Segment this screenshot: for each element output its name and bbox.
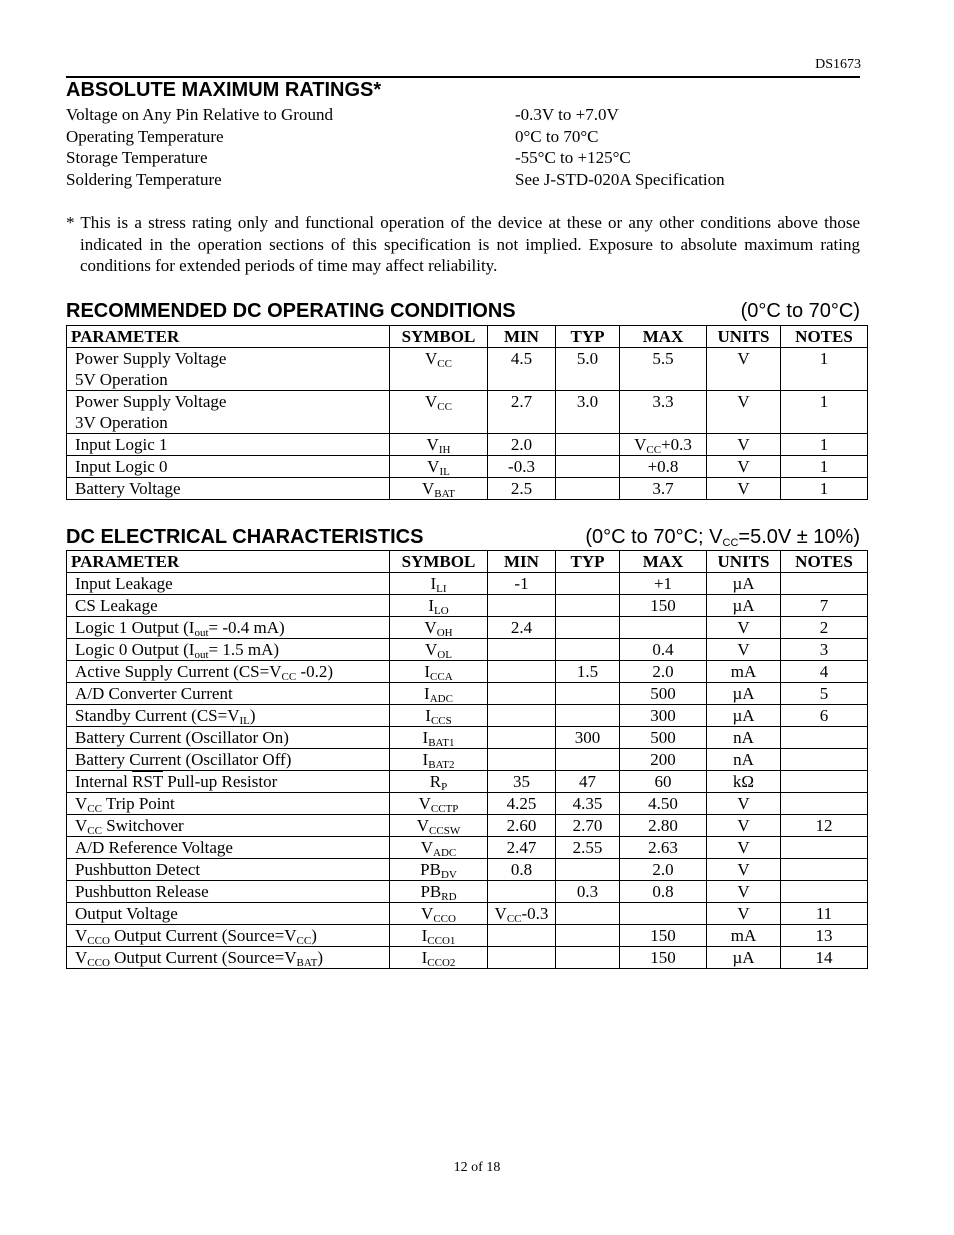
max-cell: 2.0 <box>620 859 707 881</box>
notes-cell <box>781 837 868 859</box>
table-header-row <box>67 326 868 348</box>
table-row <box>67 617 868 639</box>
symbol-cell: $V_{CCSW}$ <box>390 815 488 837</box>
table-row <box>67 434 868 456</box>
notes-cell: 1 <box>781 456 868 478</box>
table-header-row <box>67 551 868 573</box>
units-cell: V <box>707 639 781 661</box>
notes-cell: 13 <box>781 925 868 947</box>
rec-dc-title-text: RECOMMENDED DC OPERATING CONDITIONS <box>66 300 516 322</box>
rating-label: Voltage on Any Pin Relative to Ground <box>66 105 333 124</box>
max-cell: 150 <box>620 925 707 947</box>
min-cell: -1 <box>488 573 556 595</box>
units-cell: µA <box>707 705 781 727</box>
notes-cell: 12 <box>781 815 868 837</box>
min-cell: 2.5 <box>488 478 556 500</box>
units-cell: V <box>707 348 781 391</box>
units-cell: µA <box>707 573 781 595</box>
param-cell: Input Logic 1 <box>67 434 390 456</box>
max-cell: 150 <box>620 947 707 969</box>
max-cell <box>620 903 707 925</box>
param-cell: Battery Voltage <box>67 478 390 500</box>
param-cell: Pushbutton Release <box>67 881 390 903</box>
abs-max-title <box>66 76 860 102</box>
min-cell: 4.25 <box>488 793 556 815</box>
symbol-cell: $V_{OL}$ <box>390 639 488 661</box>
dc-elec-table <box>66 550 868 969</box>
rating-label: Storage Temperature <box>66 148 208 167</box>
rating-value: -0.3V to +7.0V <box>515 105 619 124</box>
notes-cell <box>781 859 868 881</box>
abs-max-title-text: ABSOLUTE MAXIMUM RATINGS* <box>66 79 382 101</box>
table-row <box>67 391 868 434</box>
typ-cell <box>556 595 620 617</box>
units-cell: V <box>707 391 781 434</box>
table-row <box>67 661 868 683</box>
table-row <box>67 456 868 478</box>
max-cell: 60 <box>620 771 707 793</box>
symbol-cell: $I_{ADC}$ <box>390 683 488 705</box>
symbol-cell: $V_{BAT}$ <box>390 478 488 500</box>
units-cell: V <box>707 881 781 903</box>
min-cell: 2.60 <box>488 815 556 837</box>
footnote-text: * This is a stress rating only and functional operation of the device at these or any other conditions above those indicated in the operation sections of this specification is not implied. Exposure to absolute maximum rating conditions for extended periods of time may affect reliability. <box>66 213 860 275</box>
max-cell: 2.0 <box>620 661 707 683</box>
min-cell: 0.8 <box>488 859 556 881</box>
dc-elec-condition: (0°C to 70°C; $V_{CC}=5.0V \pm 10\%$) <box>585 526 860 549</box>
notes-cell: 14 <box>781 947 868 969</box>
symbol-cell: $V_{ADC}$ <box>390 837 488 859</box>
typ-cell <box>556 903 620 925</box>
dc-elec-title-text: DC ELECTRICAL CHARACTERISTICS <box>66 526 424 548</box>
param-cell: Input Leakage <box>67 573 390 595</box>
col-header-notes: NOTES <box>781 326 868 348</box>
max-cell: 300 <box>620 705 707 727</box>
max-cell: +1 <box>620 573 707 595</box>
notes-cell: 3 <box>781 639 868 661</box>
notes-cell: 1 <box>781 391 868 434</box>
typ-cell <box>556 749 620 771</box>
symbol-cell: $V_{CC}$ <box>390 348 488 391</box>
typ-cell <box>556 925 620 947</box>
notes-cell <box>781 727 868 749</box>
min-cell: 2.47 <box>488 837 556 859</box>
units-cell: µA <box>707 595 781 617</box>
min-cell: 35 <box>488 771 556 793</box>
notes-cell: 1 <box>781 478 868 500</box>
typ-cell: 3.0 <box>556 391 620 434</box>
rating-value: 0°C to 70°C <box>515 126 599 146</box>
typ-cell: 0.3 <box>556 881 620 903</box>
param-cell: Logic 0 Output ($I_{out}= 1.5$ mA) <box>67 639 390 661</box>
param-cell: Power Supply Voltage 5V Operation <box>67 348 390 391</box>
notes-cell: 2 <box>781 617 868 639</box>
col-header-symbol: SYMBOL <box>390 551 488 573</box>
max-cell: 500 <box>620 727 707 749</box>
param-cell: Output Voltage <box>67 903 390 925</box>
table-row <box>67 771 868 793</box>
typ-cell: 47 <box>556 771 620 793</box>
min-cell <box>488 881 556 903</box>
col-header-typ: TYP <box>556 551 620 573</box>
typ-cell: 2.70 <box>556 815 620 837</box>
min-cell <box>488 705 556 727</box>
min-cell: 2.7 <box>488 391 556 434</box>
typ-cell <box>556 705 620 727</box>
units-cell: µA <box>707 947 781 969</box>
col-header-units: UNITS <box>707 551 781 573</box>
symbol-cell: $PB_{DV}$ <box>390 859 488 881</box>
table-row <box>67 837 868 859</box>
col-header-parameter: PARAMETER <box>67 551 390 573</box>
units-cell: V <box>707 793 781 815</box>
symbol-cell: $V_{IL}$ <box>390 456 488 478</box>
units-cell: mA <box>707 661 781 683</box>
param-cell: Battery Current (Oscillator On) <box>67 727 390 749</box>
symbol-cell: $V_{CCO}$ <box>390 903 488 925</box>
symbol-cell: $I_{BAT2}$ <box>390 749 488 771</box>
rating-row <box>66 147 860 169</box>
max-cell: 150 <box>620 595 707 617</box>
notes-cell: 5 <box>781 683 868 705</box>
rating-label: Soldering Temperature <box>66 169 222 189</box>
max-cell: 3.7 <box>620 478 707 500</box>
typ-cell: 2.55 <box>556 837 620 859</box>
table-row <box>67 639 868 661</box>
param-cell: $V_{CCO}$ Output Current $(Source=V_{CC})$ <box>67 925 390 947</box>
symbol-cell: $I_{LO}$ <box>390 595 488 617</box>
units-cell: V <box>707 456 781 478</box>
min-cell <box>488 595 556 617</box>
symbol-cell: $I_{CCS}$ <box>390 705 488 727</box>
units-cell: mA <box>707 925 781 947</box>
notes-cell: 1 <box>781 434 868 456</box>
max-cell: 0.8 <box>620 881 707 903</box>
symbol-cell: $V_{OH}$ <box>390 617 488 639</box>
table-row <box>67 573 868 595</box>
typ-cell <box>556 683 620 705</box>
max-cell: 500 <box>620 683 707 705</box>
typ-cell <box>556 573 620 595</box>
max-cell: $V_{CC}+0.3$ <box>620 434 707 456</box>
symbol-cell: $R_P$ <box>390 771 488 793</box>
rec-dc-table <box>66 325 868 500</box>
param-cell: Logic 1 Output ($I_{out}= -0.4$ mA) <box>67 617 390 639</box>
table-row <box>67 749 868 771</box>
max-cell: 2.80 <box>620 815 707 837</box>
notes-cell: 1 <box>781 348 868 391</box>
notes-cell <box>781 573 868 595</box>
symbol-cell: $V_{CC}$ <box>390 391 488 434</box>
param-cell: A/D Reference Voltage <box>67 837 390 859</box>
table-row <box>67 348 868 391</box>
typ-cell <box>556 478 620 500</box>
notes-cell <box>781 881 868 903</box>
table-row <box>67 903 868 925</box>
symbol-cell: $V_{CCTP}$ <box>390 793 488 815</box>
rating-value: -55°C to +125°C <box>515 148 631 167</box>
col-header-notes: NOTES <box>781 551 868 573</box>
units-cell: V <box>707 903 781 925</box>
symbol-cell: $I_{CCO1}$ <box>390 925 488 947</box>
notes-cell <box>781 771 868 793</box>
table-row <box>67 925 868 947</box>
min-cell <box>488 661 556 683</box>
col-header-min: MIN <box>488 326 556 348</box>
min-cell: 2.0 <box>488 434 556 456</box>
symbol-cell: $PB_{RD}$ <box>390 881 488 903</box>
units-cell: µA <box>707 683 781 705</box>
stress-footnote <box>66 212 860 277</box>
min-cell <box>488 749 556 771</box>
page-number: 12 of 18 <box>453 1160 501 1175</box>
notes-cell <box>781 793 868 815</box>
notes-cell <box>781 749 868 771</box>
max-cell: 5.5 <box>620 348 707 391</box>
param-cell: $V_{CCO}$ Output Current $(Source=V_{BAT})$ <box>67 947 390 969</box>
min-cell: -0.3 <box>488 456 556 478</box>
min-cell <box>488 925 556 947</box>
col-header-typ: TYP <box>556 326 620 348</box>
typ-cell: 300 <box>556 727 620 749</box>
param-cell: A/D Converter Current <box>67 683 390 705</box>
units-cell: V <box>707 434 781 456</box>
col-header-symbol: SYMBOL <box>390 326 488 348</box>
min-cell: 4.5 <box>488 348 556 391</box>
param-cell: Pushbutton Detect <box>67 859 390 881</box>
col-header-max: MAX <box>620 551 707 573</box>
param-cell: $V_{CC}$ Trip Point <box>67 793 390 815</box>
col-header-max: MAX <box>620 326 707 348</box>
rating-value: See J-STD-020A Specification <box>515 169 725 189</box>
rec-dc-title <box>66 299 860 323</box>
typ-cell <box>556 947 620 969</box>
param-cell: $V_{CC}$ Switchover <box>67 815 390 837</box>
notes-cell: 11 <box>781 903 868 925</box>
min-cell <box>488 727 556 749</box>
col-header-parameter: PARAMETER <box>67 326 390 348</box>
table-row <box>67 815 868 837</box>
typ-cell: 5.0 <box>556 348 620 391</box>
max-cell: 200 <box>620 749 707 771</box>
typ-cell <box>556 639 620 661</box>
dc-elec-title <box>66 525 860 549</box>
table-row <box>67 947 868 969</box>
units-cell: V <box>707 478 781 500</box>
max-cell: 0.4 <box>620 639 707 661</box>
typ-cell <box>556 617 620 639</box>
units-cell: nA <box>707 727 781 749</box>
notes-cell: 4 <box>781 661 868 683</box>
table-row <box>67 595 868 617</box>
min-cell <box>488 639 556 661</box>
param-cell: Internal $\overline{RST}$ Pull-up Resistor <box>67 771 390 793</box>
max-cell: 4.50 <box>620 793 707 815</box>
col-header-min: MIN <box>488 551 556 573</box>
max-cell <box>620 617 707 639</box>
table-row <box>67 859 868 881</box>
max-cell: 2.63 <box>620 837 707 859</box>
typ-cell <box>556 434 620 456</box>
table-row <box>67 793 868 815</box>
units-cell: V <box>707 617 781 639</box>
document-id: DS1673 <box>815 57 861 72</box>
table-row <box>67 683 868 705</box>
typ-cell <box>556 456 620 478</box>
rating-row <box>66 169 860 191</box>
units-cell: kΩ <box>707 771 781 793</box>
param-cell: Active Supply Current ($CS=V_{CC}$ -0.2) <box>67 661 390 683</box>
param-cell: Power Supply Voltage 3V Operation <box>67 391 390 434</box>
table-row <box>67 705 868 727</box>
symbol-cell: $I_{LI}$ <box>390 573 488 595</box>
param-cell: CS Leakage <box>67 595 390 617</box>
units-cell: nA <box>707 749 781 771</box>
col-header-units: UNITS <box>707 326 781 348</box>
param-cell: Battery Current (Oscillator Off) <box>67 749 390 771</box>
symbol-cell: $V_{IH}$ <box>390 434 488 456</box>
notes-cell: 6 <box>781 705 868 727</box>
units-cell: V <box>707 837 781 859</box>
symbol-cell: $I_{CCA}$ <box>390 661 488 683</box>
rec-dc-condition: (0°C to 70°C) <box>740 300 860 322</box>
min-cell <box>488 947 556 969</box>
typ-cell <box>556 859 620 881</box>
rating-row <box>66 104 860 126</box>
min-cell: 2.4 <box>488 617 556 639</box>
min-cell: $V_{CC}-0.3$ <box>488 903 556 925</box>
max-cell: 3.3 <box>620 391 707 434</box>
notes-cell: 7 <box>781 595 868 617</box>
table-row <box>67 478 868 500</box>
param-cell: Input Logic 0 <box>67 456 390 478</box>
rating-label: Operating Temperature <box>66 126 224 146</box>
rating-row <box>66 126 860 148</box>
param-cell: Standby Current $(CS=V_{IL})$ <box>67 705 390 727</box>
units-cell: V <box>707 815 781 837</box>
min-cell <box>488 683 556 705</box>
typ-cell: 1.5 <box>556 661 620 683</box>
max-cell: +0.8 <box>620 456 707 478</box>
typ-cell: 4.35 <box>556 793 620 815</box>
symbol-cell: $I_{BAT1}$ <box>390 727 488 749</box>
table-row <box>67 727 868 749</box>
symbol-cell: $I_{CCO2}$ <box>390 947 488 969</box>
table-row <box>67 881 868 903</box>
units-cell: V <box>707 859 781 881</box>
abs-max-list <box>66 104 860 190</box>
